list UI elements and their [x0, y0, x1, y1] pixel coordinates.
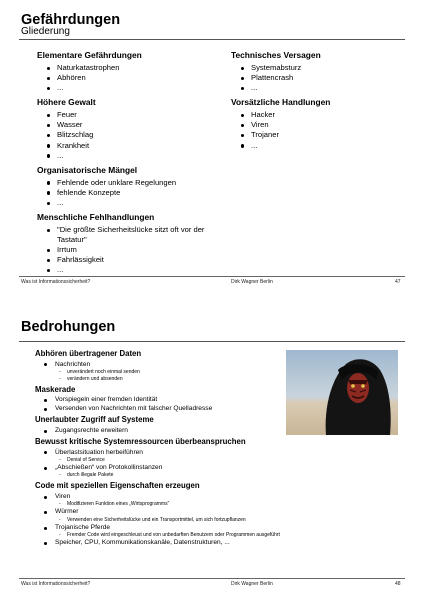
- list-item: [35, 524, 405, 539]
- list-item-text: Würmer: [55, 508, 79, 516]
- list-item: ...: [37, 265, 227, 275]
- list-item: [35, 493, 405, 508]
- list-item: ...: [37, 151, 227, 161]
- section-heading: Bewusst kritische Systemressourcen überbeanspruchen: [35, 437, 246, 447]
- section-heading: Technisches Versagen: [231, 50, 321, 60]
- right-column: [231, 50, 406, 155]
- sub-list: [55, 501, 405, 508]
- list-item: Fahrlässigkeit: [37, 255, 227, 265]
- sub-list: [55, 517, 405, 524]
- footer-divider: [19, 578, 405, 579]
- list-item: "Die größte Sicherheitslücke sitzt oft vor der Tastatur": [37, 225, 227, 245]
- section-heading: Elementare Gefährdungen: [37, 50, 142, 60]
- list-item: Plattencrash: [231, 73, 406, 83]
- slide-title: Gefährdungen: [21, 12, 121, 28]
- list-item: ...: [37, 198, 227, 208]
- section-heading: Unerlaubter Zugriff auf Systeme: [35, 415, 154, 425]
- sub-list: [55, 457, 405, 464]
- sub-list: [55, 532, 405, 539]
- bullet-list: [37, 110, 227, 160]
- list-item-text: Trojanische Pferde: [55, 523, 111, 531]
- list-item-text: Versenden von Nachrichten mit falscher Quelladresse: [55, 404, 213, 412]
- footer-author: Dirk Wagner Berlin: [231, 279, 273, 285]
- slide-bedrohungen: [0, 307, 424, 599]
- list-item: [35, 464, 405, 479]
- sub-list: [55, 472, 405, 479]
- list-item: Trojaner: [231, 130, 406, 140]
- title-divider: [19, 341, 405, 342]
- bullet-list: [37, 178, 227, 208]
- list-item-text: Nachrichten: [55, 360, 91, 368]
- left-column: [37, 50, 227, 280]
- sub-list-item: - unverändert noch einmal senden: [55, 369, 405, 376]
- list-item: [35, 539, 405, 547]
- bullet-list: [35, 493, 405, 548]
- list-item-text: Viren: [55, 492, 71, 500]
- sub-list-item: - verändern und absenden: [55, 376, 405, 383]
- bullet-list: [231, 63, 406, 93]
- title-divider: [19, 39, 405, 40]
- footer-topic: Was ist Informationssicherheit?: [21, 581, 91, 587]
- bullet-list: [35, 449, 405, 480]
- section-heading: Höhere Gewalt: [37, 97, 96, 108]
- list-item: ...: [231, 141, 406, 151]
- list-item: ...: [231, 83, 406, 93]
- list-item-text: „Abschießen“ von Protokollinstanzen: [55, 464, 163, 472]
- footer-topic: Was ist Informationssicherheit?: [21, 279, 91, 285]
- list-item: Hacker: [231, 110, 406, 120]
- bullet-list: [37, 63, 227, 93]
- footer-page-number: 48: [395, 581, 401, 587]
- list-item: Irrtum: [37, 245, 227, 255]
- sub-list-item: - Denial of Service: [55, 457, 405, 464]
- list-item: Krankheit: [37, 141, 227, 151]
- list-item: Naturkatastrophen: [37, 63, 227, 73]
- bullet-list: [37, 225, 227, 275]
- list-item: [35, 449, 405, 464]
- section-heading: Menschliche Fehlhandlungen: [37, 212, 155, 223]
- list-item: [35, 508, 405, 523]
- sub-list-item: - Fremder Code wird eingeschleust und von unbedarften Benutzern oder Programmen ausgeführt: [55, 532, 405, 539]
- list-item: Fehlende oder unklare Regelungen: [37, 178, 227, 188]
- list-item-text: Vorspiegeln einer fremden Identität: [55, 396, 158, 404]
- section-heading: Abhören übertragener Daten: [35, 349, 142, 358]
- list-item: fehlende Konzepte: [37, 188, 227, 198]
- sub-list-item: - durch illegale Pakete: [55, 472, 405, 479]
- list-item: ...: [37, 83, 227, 93]
- list-item: Systemabsturz: [231, 63, 406, 73]
- list-item: Viren: [231, 120, 406, 130]
- section-heading: Maskerade: [35, 384, 76, 394]
- list-item: Abhören: [37, 73, 227, 83]
- sub-list-item: - Verwenden eine Sicherheitslücke und ein Transportmittel, um sich fortzupflanzen: [55, 517, 405, 524]
- hooded-figure-photo: [286, 350, 398, 435]
- list-item-text: Speicher, CPU, Kommunikationskanäle, Datenstrukturen, ...: [55, 539, 230, 547]
- section-heading: Vorsätzliche Handlungen: [231, 97, 331, 108]
- slide-gefaehrdungen: [0, 0, 424, 290]
- list-item: Feuer: [37, 110, 227, 120]
- footer-divider: [19, 276, 405, 277]
- bullet-list: [231, 110, 406, 150]
- section-heading: Organisatorische Mängel: [37, 164, 138, 175]
- footer-author: Dirk Wagner Berlin: [231, 581, 273, 587]
- list-item: Wasser: [37, 120, 227, 130]
- slide-title: Bedrohungen: [21, 319, 116, 335]
- slide-subtitle: Gliederung: [21, 26, 70, 37]
- list-item-text: Zugangsrechte erweitern: [55, 426, 128, 434]
- footer-page-number: 47: [395, 279, 401, 285]
- section-heading: Code mit speziellen Eigenschaften erzeugen: [35, 481, 200, 491]
- list-item: Blitzschlag: [37, 130, 227, 140]
- sub-list-item: - Modifizieren Funktion eines „Wirtsprogramms“: [55, 501, 405, 508]
- list-item-text: Überlastsituation herbeiführen: [55, 448, 143, 456]
